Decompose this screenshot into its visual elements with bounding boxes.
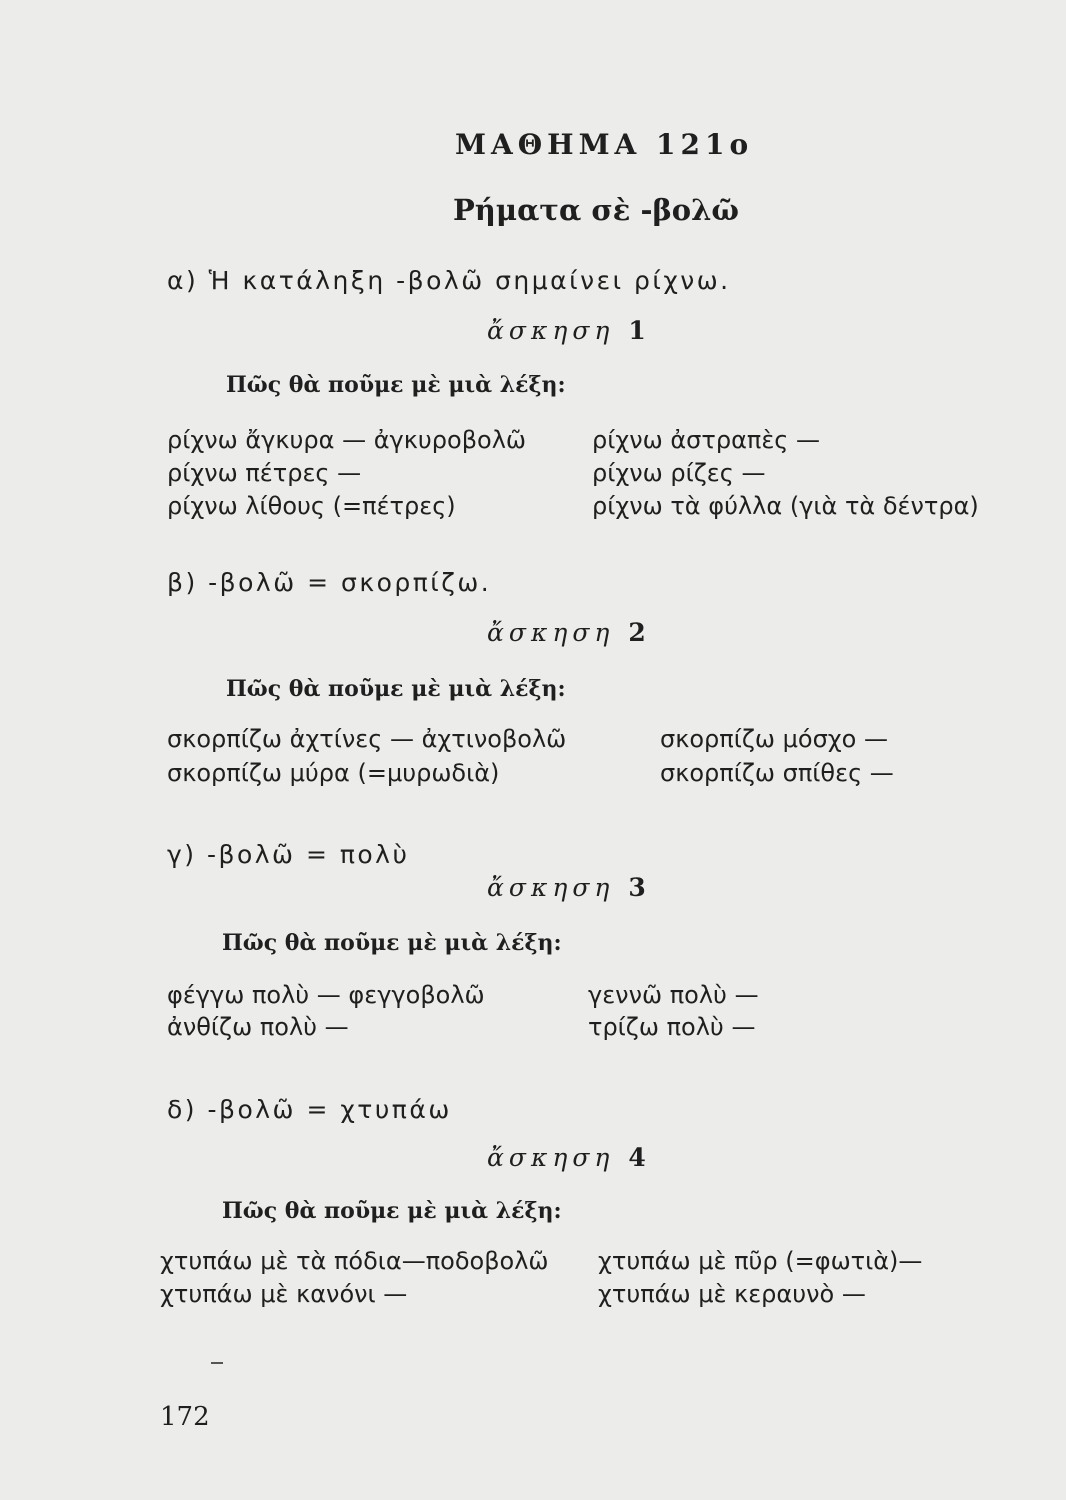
page-number: 172: [160, 1402, 210, 1432]
exercise-3-right-2: τρίζω πολὺ —: [588, 1013, 756, 1041]
exercise-3-number: 3: [628, 873, 646, 902]
exercise-4-prompt: Πῶς θὰ ποῦμε μὲ μιὰ λέξη:: [222, 1198, 562, 1224]
rule-d: δ) -βολῶ = χτυπάω: [167, 1095, 452, 1124]
exercise-1-right-3: ρίχνω τὰ φύλλα (γιὰ τὰ δέντρα): [592, 492, 979, 520]
exercise-1-left-3: ρίχνω λίθους (=πέτρες): [167, 492, 456, 520]
exercise-2-number: 2: [628, 618, 646, 647]
exercise-2-left-1: σκορπίζω ἀχτίνες — ἀχτινοβολῶ: [167, 725, 567, 753]
exercise-3-word: ἄσκηση: [487, 873, 615, 902]
exercise-4-word: ἄσκηση: [487, 1143, 615, 1172]
exercise-3-left-1: φέγγω πολὺ — φεγγοβολῶ: [167, 981, 485, 1009]
exercise-4-number: 4: [628, 1143, 646, 1172]
exercise-3-right-1: γεννῶ πολὺ —: [588, 981, 759, 1009]
lesson-title: ΜΑΘΗΜΑ 121ο: [455, 128, 754, 161]
exercise-2-prompt: Πῶς θὰ ποῦμε μὲ μιὰ λέξη:: [226, 676, 566, 702]
exercise-3-prompt: Πῶς θὰ ποῦμε μὲ μιὰ λέξη:: [222, 930, 562, 956]
lesson-subtitle: Ρήματα σὲ -βολῶ: [453, 193, 740, 227]
exercise-1-left-2: ρίχνω πέτρες —: [167, 459, 362, 487]
exercise-1-prompt: Πῶς θὰ ποῦμε μὲ μιὰ λέξη:: [226, 372, 566, 398]
exercise-2-right-1: σκορπίζω μόσχο —: [660, 725, 888, 753]
exercise-1-word: ἄσκηση: [487, 316, 615, 345]
exercise-3-left-2: ἀνθίζω πολὺ —: [167, 1013, 349, 1041]
exercise-1-number: 1: [628, 316, 646, 345]
rule-c: γ) -βολῶ = πολὺ: [167, 840, 410, 869]
exercise-2-left-2: σκορπίζω μύρα (=μυρωδιὰ): [167, 759, 500, 787]
exercise-4-right-2: χτυπάω μὲ κεραυνὸ —: [598, 1280, 866, 1308]
exercise-4-left-2: χτυπάω μὲ κανόνι —: [160, 1280, 408, 1308]
exercise-3-heading: [487, 873, 646, 902]
exercise-2-word: ἄσκηση: [487, 618, 615, 647]
stray-dash: [211, 1362, 223, 1364]
exercise-1-right-2: ρίχνω ρίζες —: [592, 459, 766, 487]
exercise-2-heading: [487, 618, 646, 647]
exercise-1-heading: [487, 316, 646, 345]
rule-b: β) -βολῶ = σκορπίζω.: [167, 568, 492, 597]
rule-a: α) Ἡ κατάληξη -βολῶ σημαίνει ρίχνω.: [167, 266, 731, 295]
exercise-4-left-1: χτυπάω μὲ τὰ πόδια—ποδοβολῶ: [160, 1247, 549, 1275]
exercise-1-left-1: ρίχνω ἄγκυρα — ἀγκυροβολῶ: [167, 426, 526, 454]
exercise-2-right-2: σκορπίζω σπίθες —: [660, 759, 894, 787]
exercise-4-right-1: χτυπάω μὲ πῦρ (=φωτιὰ)—: [598, 1247, 923, 1275]
exercise-1-right-1: ρίχνω ἀστραπὲς —: [592, 426, 821, 454]
exercise-4-heading: [487, 1143, 646, 1172]
